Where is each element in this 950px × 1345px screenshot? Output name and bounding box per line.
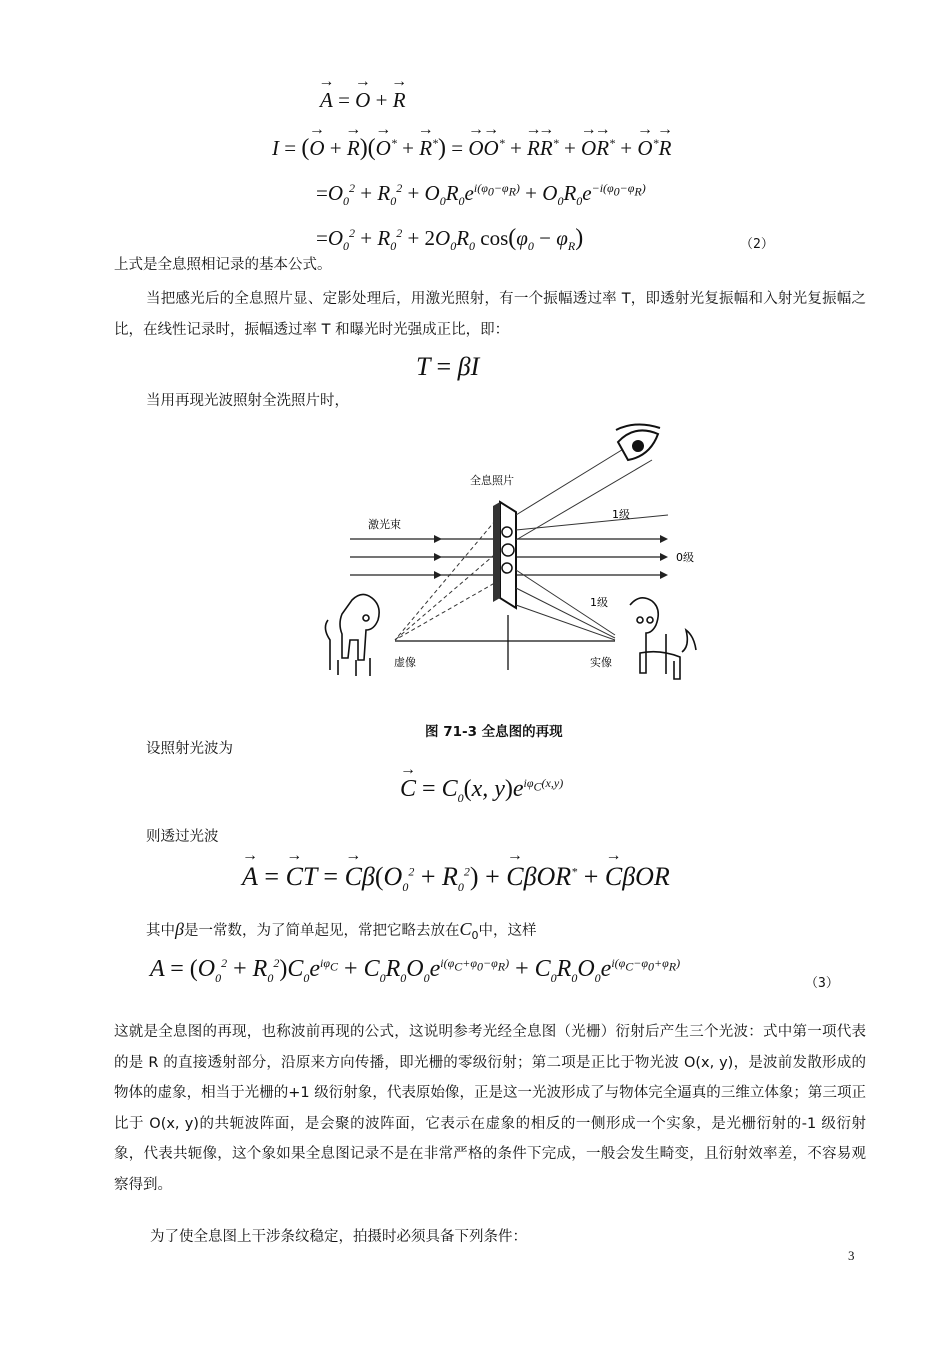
equation-intensity-line2: $=O_0^2 + R_0^2 + O_0R_0e^{i(\varphi_0-\varphi_R)} + O_0R_0e^{-i(\varphi_0-\varphi_R)}$ — [316, 181, 646, 209]
label-real-image: 实像 — [590, 656, 612, 669]
figure-caption: 图 71-3 全息图的再现 — [425, 724, 563, 740]
equation-intensity-line3: $=O_0^2 + R_0^2 + 2O_0R_0$ $\cos(\varphi_0 - \varphi_R)$ — [316, 225, 584, 254]
figure-svg — [290, 420, 730, 710]
conditions-line: 为了使全息图上干涉条纹稳定，拍摄时必须具备下列条件： — [150, 1229, 527, 1245]
beta-line-mid: 是一常数，为了简单起见，常把它略去放在 — [183, 923, 460, 939]
equation-a-sum: → A = → O + → R — [320, 88, 406, 113]
label-first-order-bottom: 1级 — [590, 596, 608, 609]
equation-intensity-line1: I = (→ O + → R)(→ O* + → R*) = → O→ O* + → R→ R* + → O→ R* + → O*→ R — [272, 135, 671, 162]
label-first-order-top: 1级 — [612, 508, 630, 521]
label-laser-beam: 激光束 — [368, 518, 401, 531]
equation-3: $A = (O_0^2 + R_0^2)C_0e^{i\varphi_C} + C_0R_0O_0e^{i(\varphi_C+\varphi_0-\varphi_R)} + C_0R_0O_0e^{i(\varphi_C-\varphi_0+\varphi_R)}$ — [150, 956, 681, 985]
virtual-image-dog-icon — [325, 594, 379, 676]
beta-line-post: 中，这样 — [478, 923, 537, 939]
reconstruct-line: 当用再现光波照射全洗照片时， — [146, 393, 349, 409]
label-zero-order: 0级 — [676, 551, 694, 564]
c0-subscript: 0 — [471, 928, 479, 942]
hologram-reconstruction-figure — [290, 420, 730, 710]
develop-paragraph-text: 当把感光后的全息照片显、定影处理后，用激光照射，有一个振幅透过率 T，即透射光复振幅和入射光复振幅之比，在线性记录时，振幅透过率 T 和曝光时光强成正比，即： — [114, 291, 866, 338]
transmit-line: 则透过光波 — [146, 829, 219, 845]
equation-number-2: （2） — [740, 237, 774, 252]
set-wave-line: 设照射光波为 — [146, 741, 233, 757]
basic-formula-line: 上式是全息照相记录的基本公式。 — [114, 257, 332, 273]
develop-paragraph — [114, 284, 866, 345]
explanation-paragraph-text: 这就是全息图的再现，也称波前再现的公式，这说明参考光经全息图（光栅）衍射后产生三个光波：式中第一项代表的是 R 的直接透射部分，沿原来方向传播，即光栅的零级衍射；第二项是正比于物光波 O(x, y)，是波前发散形成的物体的虚象，相当于光栅的+1 级衍射象，代表原始像，正是这一光波形成了与物体完全逼真的三维立体象；第三项正比于 O(x, y)的共轭波阵面，是会聚的波阵面，它表示在虚象的相反的一侧形成一个实象，是光栅衍射的-1 级衍射象，代表共轭像，这个象如果全息图记录不是在非常严格的条件下完成，一般会发生畸变，且衍射效率差，不容易观察得到。 — [114, 1024, 866, 1193]
hologram-plate — [493, 502, 516, 608]
equation-t-beta-i: T = βI — [416, 352, 480, 381]
equation-a-transmitted: → A = → CT = → $C\beta(O_0^2 + R_0^2)$ + → CβOR* + → CβOR — [242, 862, 670, 895]
beta-line-pre: 其中 — [146, 923, 175, 939]
label-hologram: 全息照片 — [470, 474, 514, 487]
equation-number-3: （3） — [805, 976, 839, 991]
beta-symbol: β — [175, 919, 184, 939]
equation-c-wave: → $C = C_0(x$, $y)e^{i\varphi_C(x,y)}$ — [400, 776, 563, 806]
beta-line — [146, 914, 536, 951]
page-number: 3 — [848, 1248, 855, 1263]
c0-symbol: C — [459, 919, 472, 939]
eye-icon — [616, 424, 660, 460]
real-image-dog-icon — [630, 598, 696, 679]
explanation-paragraph — [114, 1017, 866, 1200]
label-virtual-image: 虚像 — [394, 656, 416, 669]
